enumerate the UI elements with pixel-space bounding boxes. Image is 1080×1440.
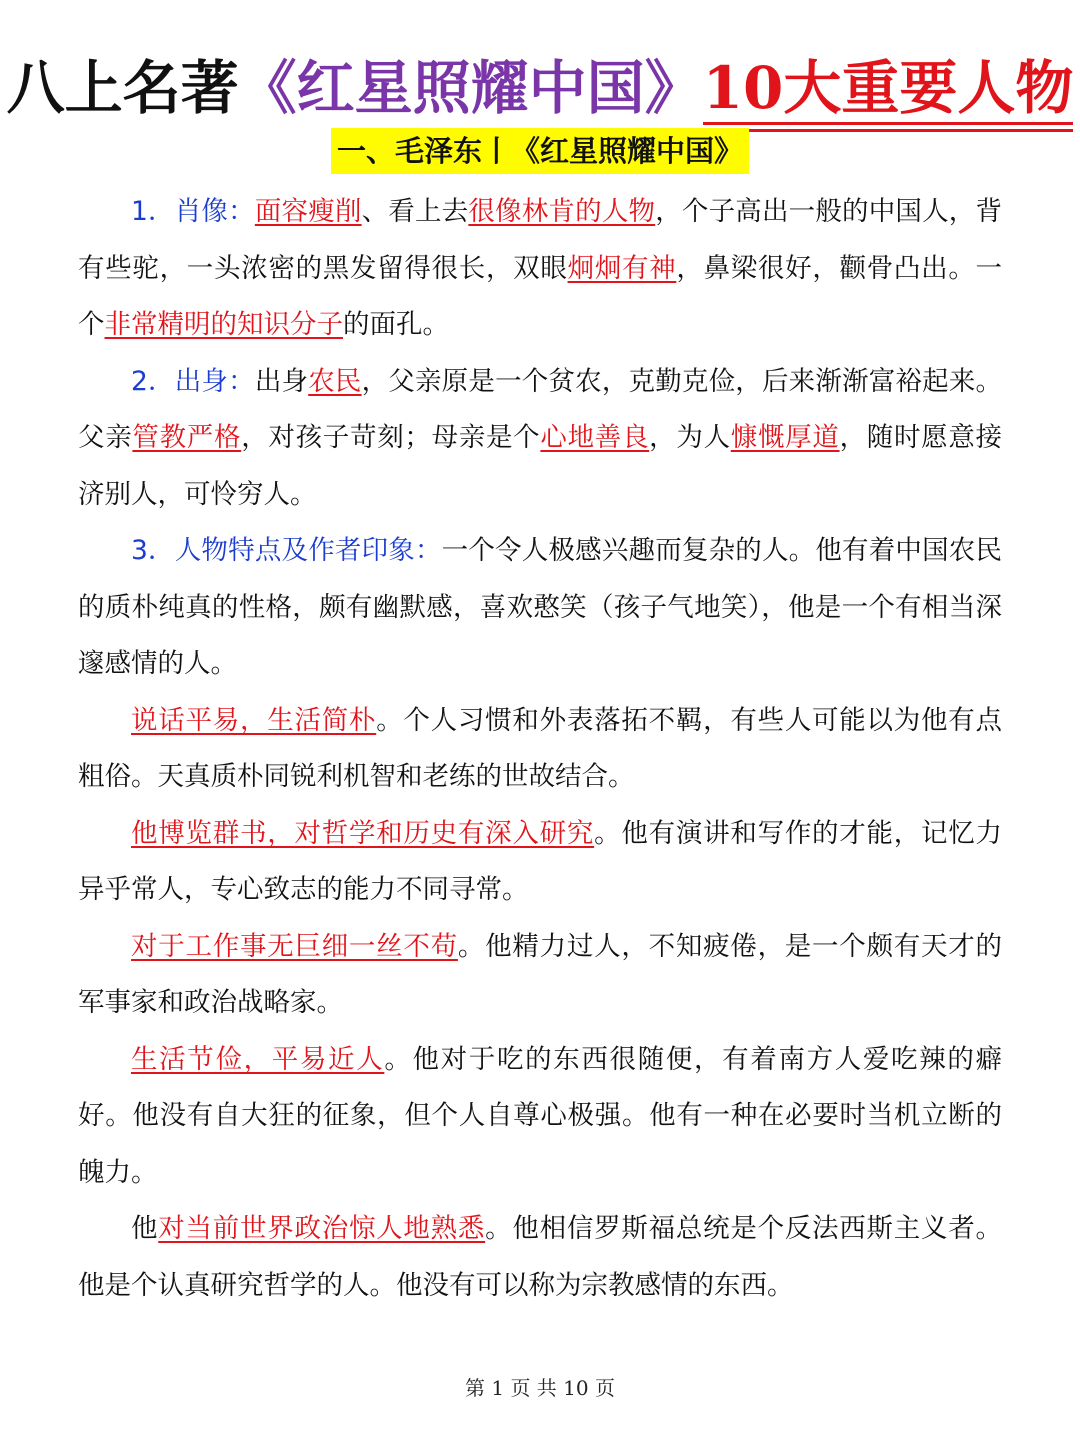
body-text: ，鼻梁很好，颧骨凸出。一个 [78, 252, 1003, 340]
body-text: 。个人习惯和外表落拓不羁，有些人可能以为他有点粗俗。天真质朴同锐利机智和老练的世故结合。 [78, 704, 1003, 792]
body-text: ，为人 [649, 422, 731, 453]
body-text: 。他相信罗斯福总统是个反法西斯主义者。他是个认真研究哲学的人。他没有可以称为宗教感情的东西。 [78, 1213, 1003, 1301]
highlighted-keyphrase: 对当前世界政治惊人地熟悉 [158, 1213, 486, 1244]
body-text: 出身 [254, 365, 309, 397]
paragraph [78, 354, 1002, 524]
paragraph-label: 2．出身： [131, 365, 255, 397]
highlighted-keyphrase: 面容瘦削 [254, 196, 362, 227]
body-text: 。他精力过人，不知疲倦，是一个颇有天才的军事家和政治战略家。 [78, 930, 1003, 1018]
page-title [0, 50, 1080, 126]
title-prefix: 八上名著 [6, 54, 239, 122]
section-heading: 一、毛泽东丨《红星照耀中国》 [331, 128, 749, 174]
paragraph [78, 919, 1002, 1032]
highlighted-keyphrase: 慷慨厚道 [730, 422, 840, 453]
highlighted-keyphrase: 农民 [308, 365, 362, 397]
section-heading-wrap [0, 128, 1080, 174]
highlighted-keyphrase: 说话平易，生活简朴 [131, 704, 377, 736]
page-footer: 第 1 页 共 10 页 [465, 1376, 615, 1400]
highlighted-keyphrase: 管教严格 [132, 422, 242, 453]
title-book-name: 《红星照耀中国》 [238, 54, 703, 122]
paragraph [78, 184, 1002, 354]
paragraph [78, 1032, 1002, 1202]
paragraph [78, 693, 1002, 806]
body-text: 他 [131, 1213, 159, 1244]
body-text: 的面孔。 [343, 309, 449, 340]
title-suffix: 10大重要人物 [703, 54, 1074, 125]
highlighted-keyphrase: 他博览群书，对哲学和历史有深入研究 [131, 817, 595, 849]
body-text: 。他有演讲和写作的才能，记忆力异乎常人，专心致志的能力不同寻常。 [78, 817, 1003, 905]
body-text: ，父亲原是一个贫农，克勤克俭，后来渐渐富裕起来。父亲 [78, 365, 1003, 453]
highlighted-keyphrase: 生活节俭，平易近人 [131, 1043, 385, 1075]
article-body [78, 184, 1002, 1314]
highlighted-keyphrase: 非常精明的知识分子 [104, 309, 343, 340]
highlighted-keyphrase: 炯炯有神 [567, 252, 677, 284]
paragraph-label: 3．人物特点及作者印象： [131, 535, 442, 566]
highlighted-keyphrase: 对于工作事无巨细一丝不苟 [131, 930, 458, 962]
body-text: ，对孩子苛刻；母亲是个 [241, 422, 541, 453]
paragraph-label: 1．肖像： [131, 196, 255, 227]
body-text: 、看上去 [361, 196, 469, 227]
highlighted-keyphrase: 很像林肯的人物 [468, 196, 656, 227]
body-text: 一个令人极感兴趣而复杂的人。他有着中国农民的质朴纯真的性格，颇有幽默感，喜欢憨笑（孩子气地笑），他是一个有相当深邃感情的人。 [78, 535, 1002, 679]
highlighted-keyphrase: 心地善良 [540, 422, 650, 453]
body-text: ，个子高出一般的中国人，背有些驼，一头浓密的黑发留得很长，双眼 [78, 196, 1002, 284]
paragraph [78, 523, 1002, 693]
body-text: 。他对于吃的东西很随便，有着南方人爱吃辣的癖好。他没有自大狂的征象，但个人自尊心极强。他有一种在必要时当机立断的魄力。 [78, 1043, 1003, 1188]
paragraph [78, 1201, 1002, 1314]
body-text: ，随时愿意接济别人，可怜穷人。 [78, 422, 1003, 510]
paragraph [78, 806, 1002, 919]
